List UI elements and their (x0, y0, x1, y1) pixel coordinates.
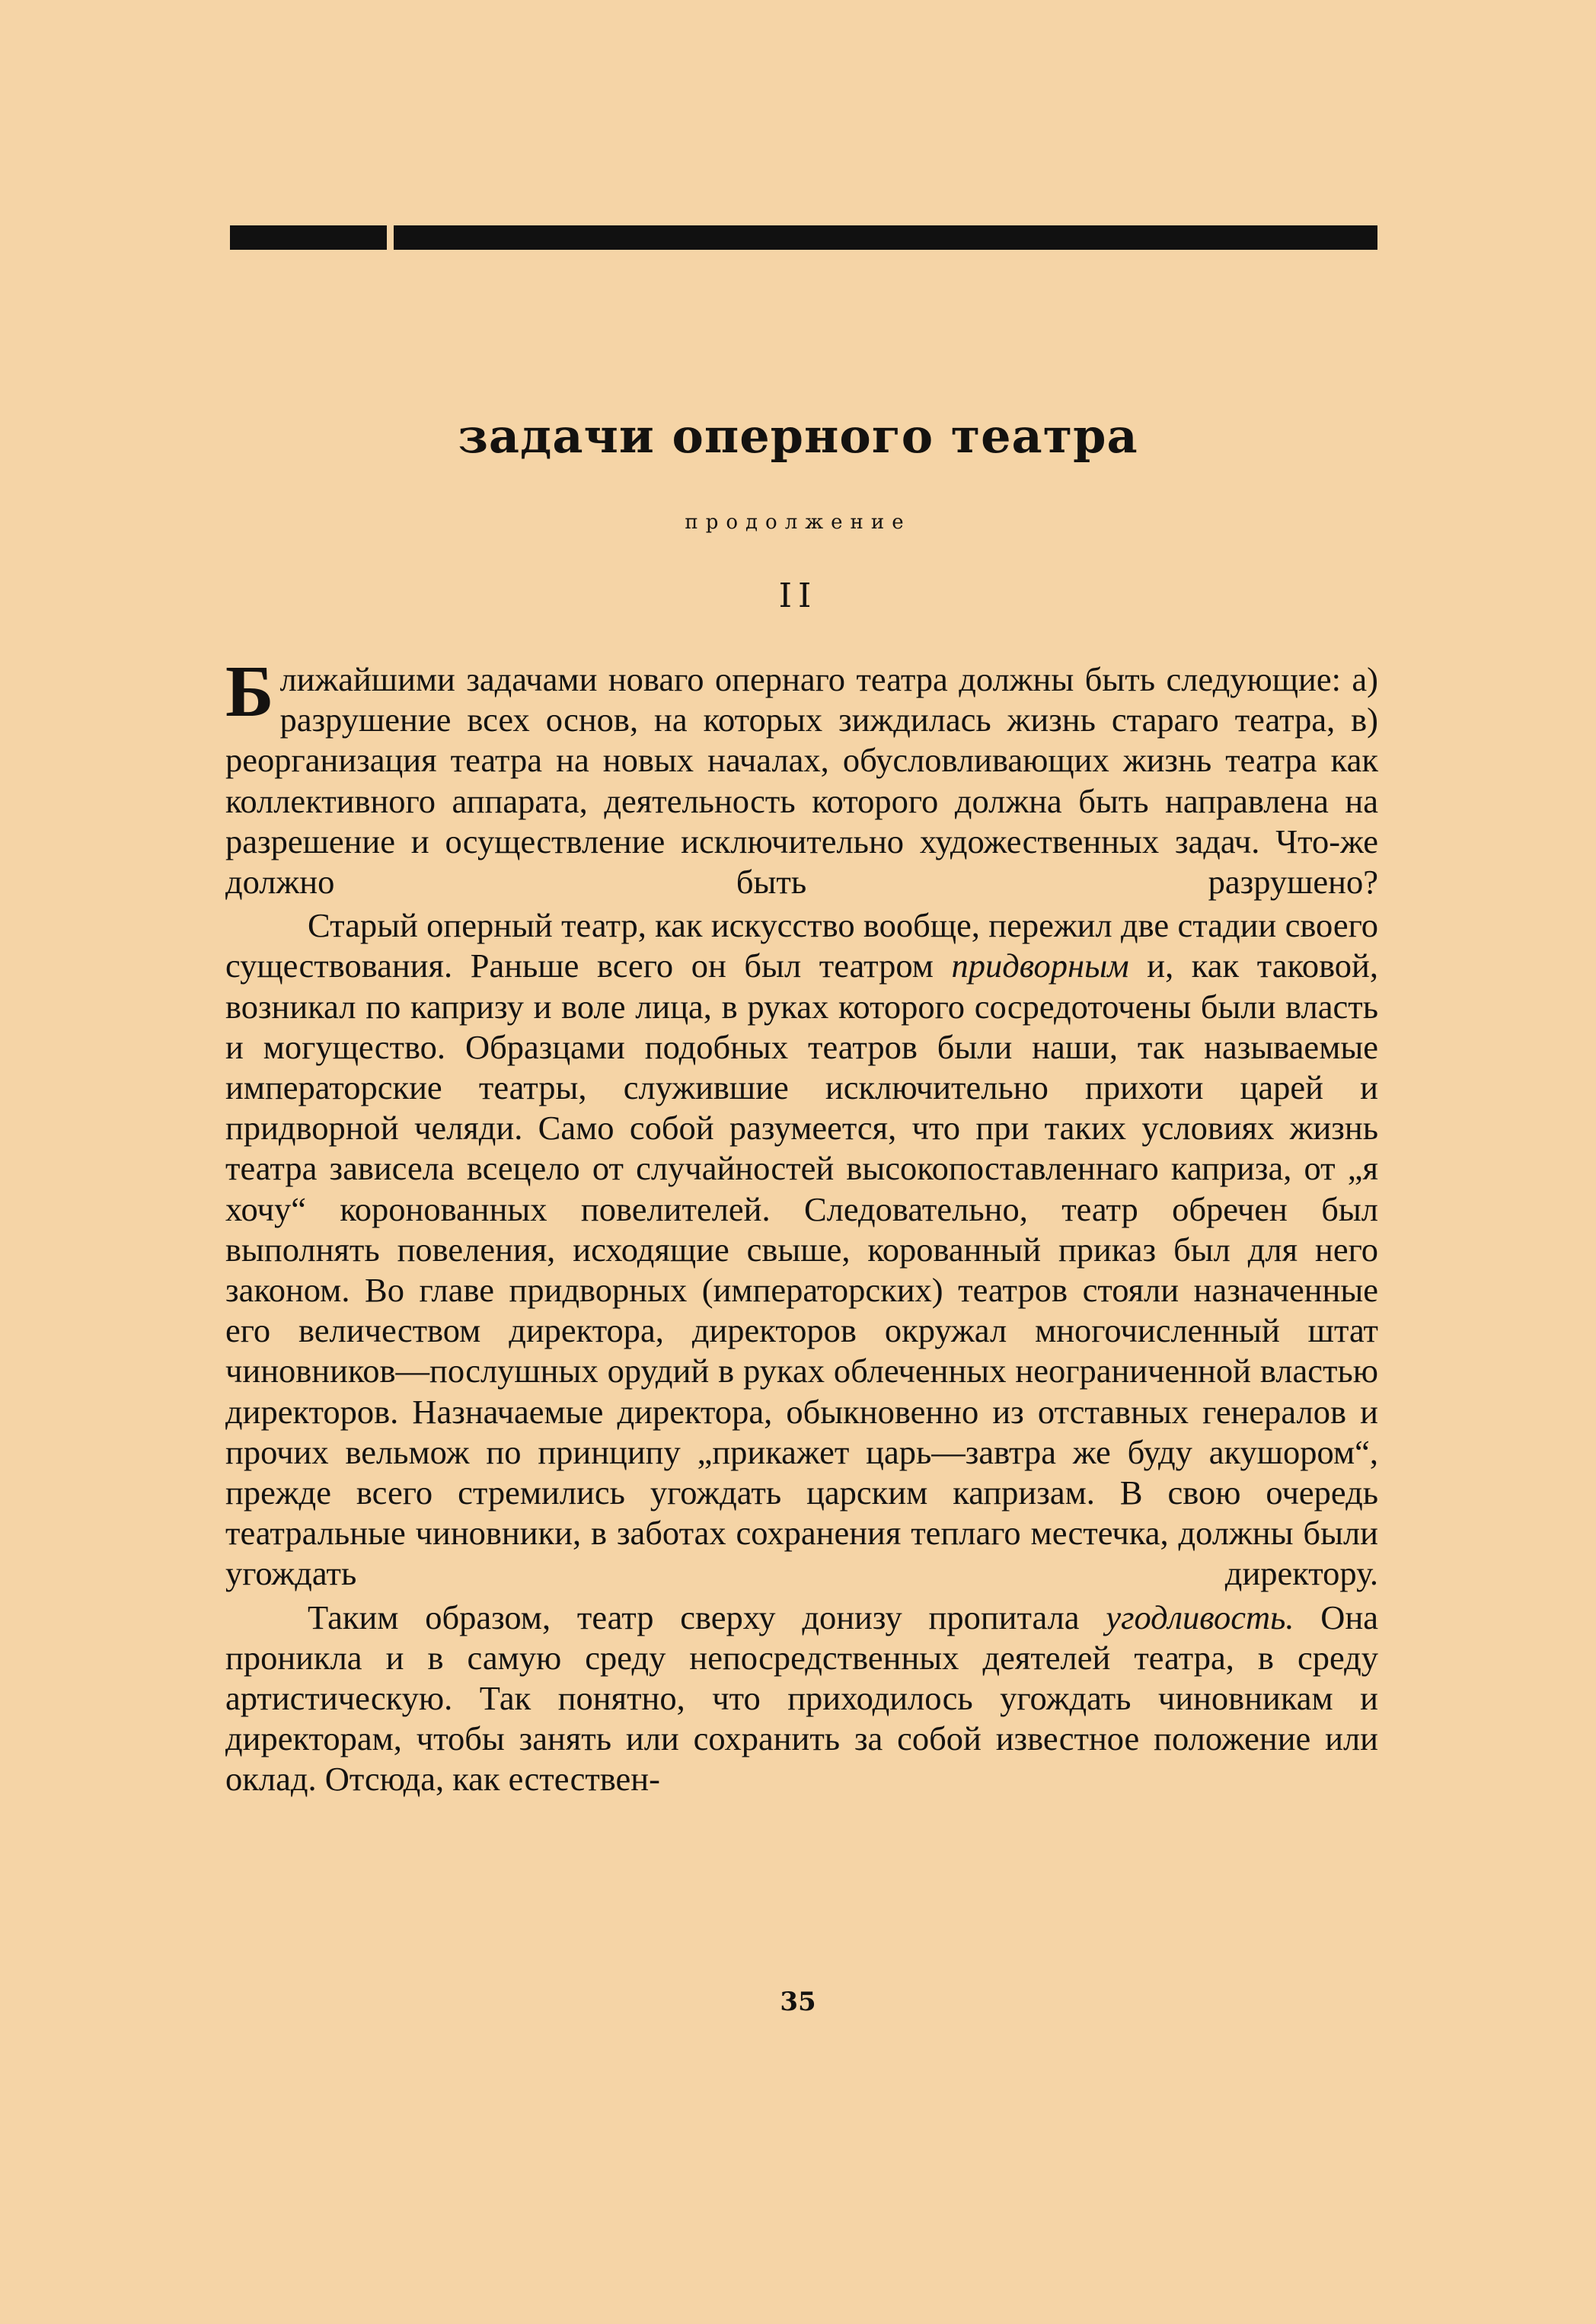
paragraph-2-text-end: и, как таковой, возникал по капризу и воле лица, в руках которого сосредоточены были власть и могущество. Образцами подобных театров были наши, так называемые императорские театры, служившие исключительно прихоти царей и придворной челяди. Само собой разумеется, что при таких условиях жизнь театра зависела всецело от случайностей высокопоставленнаго каприза, от „я хочу“ коронованных повелителей. Следовательно, театр обречен был выполнять повеления, исходящие свыше, корованный приказ был для него законом. Во главе придворных (императорских) театров стояли назначенные его величеством директора, директоров окружал многочисленный штат чиновников—послушных орудий в руках облеченных неограниченной властью директоров. Назначаемые директора, обыкновенно из отставных генералов и прочих вельмож по принципу „прикажет царь—завтра же буду акушором“, прежде всего стремились угождать царским капризам. В свою очередь театральные чиновники, в заботах сохранения теплаго местечка, должны были угождать директору. (225, 947, 1378, 1593)
article-subtitle: продолжение (685, 511, 911, 534)
drop-cap: Б (225, 650, 274, 732)
paragraph-2 (225, 905, 1378, 1594)
paragraph-3-text-end: Она проникла и в самую среду непосредственных деятелей театра, в среду артистическую. Так понятно, что приходилось угождать чиновникам и директорам, чтобы занять или сохранить за собой известное положение или оклад. Отсюда, как естествен- (225, 1598, 1379, 1799)
paragraph-3-emphasis: угодливость. (1106, 1598, 1294, 1636)
paragraph-2-emphasis: придворным (951, 947, 1129, 985)
header-rule-left (230, 225, 387, 250)
section-number: II (778, 576, 818, 615)
paragraph-1 (225, 650, 1378, 902)
page-number: 35 (780, 1987, 816, 2017)
header-rule-right (394, 225, 1377, 250)
paragraph-3 (225, 1598, 1378, 1800)
article-body (225, 650, 1379, 1800)
paragraph-2-text-start: Старый оперный театр, как искусство вообще, пережил две стадии своего существования. Раньше всего он был театром (225, 906, 1378, 985)
article-title: задачи оперного театра (458, 408, 1138, 464)
paragraph-3-text-start: Таким образом, театр сверху донизу пропитала (308, 1598, 1106, 1636)
paragraph-1-text: лижайшими задачами новаго опернаго театра должны быть следующие: а) разрушение всех основ, на которых зиждилась жизнь стараго театра, в) реорганизация театра на новых началах, обусловливающих жизнь театра как коллективного аппарата, деятельность которого должна быть направлена на разрешение и осуществление исключительно художественных задач. Что-же должно быть разрушено? (225, 660, 1378, 902)
